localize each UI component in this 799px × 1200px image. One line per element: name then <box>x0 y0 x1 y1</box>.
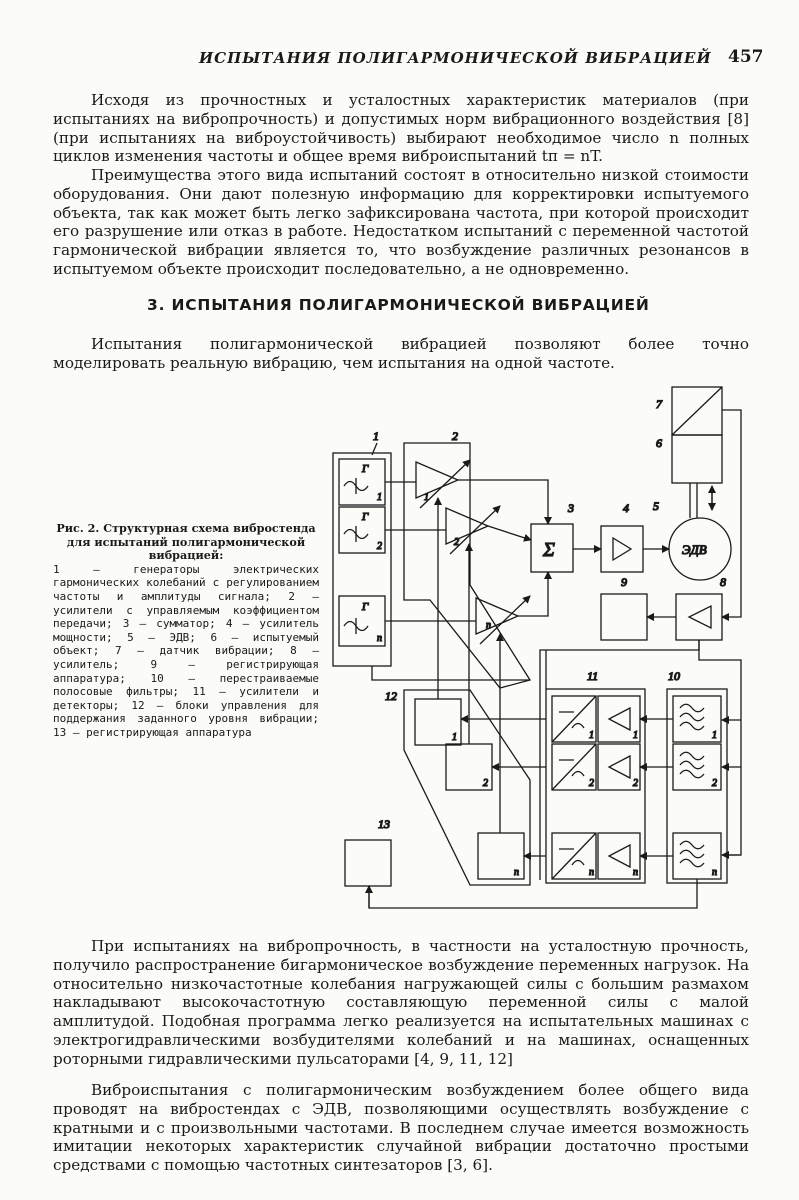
gen-sub-n: n <box>377 633 382 644</box>
gen-sub-2: 2 <box>377 541 382 552</box>
ctrl-sub-n: n <box>514 867 519 878</box>
amplifier-8-block <box>676 594 722 640</box>
recorder-9-block <box>601 594 647 640</box>
gen-sub-1: 1 <box>377 492 382 503</box>
amp-detector-group <box>546 689 645 883</box>
section-intro: Испытания полигармонической вибрацией позволяют более точно моделировать реальную вибрацию, чем испытания на одной частоте. <box>53 335 749 372</box>
edv-label: ЭДВ <box>682 542 707 557</box>
filter-sub-1: 1 <box>712 730 717 741</box>
gen-letter-1: Г <box>362 463 369 475</box>
gen-letter-n: Г <box>362 601 369 613</box>
ampdet-sub-1a: 1 <box>589 730 594 741</box>
filter-sub-2: 2 <box>712 778 717 789</box>
section-heading: 3. ИСПЫТАНИЯ ПОЛИГАРМОНИЧЕСКОЙ ВИБРАЦИЕЙ <box>147 296 650 314</box>
ampdet-sub-2b: 2 <box>633 778 638 789</box>
label-8: 8 <box>720 575 726 589</box>
power-amplifier-block <box>601 526 643 572</box>
generator-block <box>333 453 391 666</box>
label-9: 9 <box>621 575 627 589</box>
summator-symbol: Σ <box>543 539 555 561</box>
label-12: 12 <box>385 689 397 703</box>
label-6: 6 <box>656 436 662 450</box>
label-10: 10 <box>668 669 680 683</box>
page-number: 457 <box>728 47 764 67</box>
label-2: 2 <box>452 429 458 443</box>
filter-group <box>667 689 727 883</box>
test-object-block <box>672 435 722 483</box>
filter-sub-n: n <box>712 867 717 878</box>
figure-caption <box>53 522 319 740</box>
ampdet-sub-2a: 2 <box>589 778 594 789</box>
paragraph-2: Преимущества этого вида испытаний состоят в относительно низкой стоимости оборудования. Они дают полезную информацию для корректировки испытуемого объекта, так как может быть легко зафиксирована частота, при которой происходит его разрушение или отказ в работе. Недостатком испытаний с переменной частотой гармонической вибрации является то, что возбуждение различных резонансов в испытуемом объекте происходит последовательно, а не одновременно. <box>53 166 749 278</box>
label-11: 11 <box>587 669 599 683</box>
paragraph-1: Исходя из прочностных и усталостных характеристик материалов (при испытаниях на вибропрочность) и допустимых норм вибрационного воздействия [8] (при испытаниях на виброустойчивость) выбирают необходимое число n полных циклов изменения частоты и общее время виброиспытаний tп = nT. <box>53 91 749 166</box>
ampdet-sub-na: n <box>589 867 594 878</box>
label-5: 5 <box>653 499 659 513</box>
paragraph-3: При испытаниях на вибропрочность, в частности на усталостную прочность, получило распространение бигармоническое возбуждение переменных нагрузок. На относительно низкочастотные колебания нагружающей силы с большим размахом накладывают высокочастотную составляющую переменной силы с малой амплитудой. Подобная программа легко реализуется на испытательных машинах с электрогидравлическими возбудителями колебаний и на машинах, оснащенных роторными гидравлическими пульсаторами [4, 9, 11, 12] <box>53 937 749 1068</box>
running-title: ИСПЫТАНИЯ ПОЛИГАРМОНИЧЕСКОЙ ВИБРАЦИЕЙ <box>199 49 712 67</box>
label-3: 3 <box>568 501 574 515</box>
amp-sub-2: 2 <box>454 537 459 548</box>
recorder-13-block <box>345 840 391 886</box>
ctrl-sub-1: 1 <box>452 732 457 743</box>
label-1: 1 <box>373 429 379 443</box>
label-7: 7 <box>656 397 662 411</box>
amp-sub-n: n <box>486 620 491 631</box>
ampdet-sub-nb: n <box>633 867 638 878</box>
label-4: 4 <box>623 501 629 515</box>
paragraph-4: Виброиспытания с полигармоническим возбуждением более общего вида проводят на вибростендах с ЭДВ, позволяющими осуществлять возбуждение с кратными и с произвольными частотами. В последнем случае имеется возможность имитации некоторых характеристик случайной вибрации достаточно простыми средствами с помощью частотных синтезаторов [3, 6]. <box>53 1081 749 1175</box>
gen-letter-2: Г <box>362 511 369 523</box>
amp-sub-1: 1 <box>424 492 429 503</box>
caption-title: Рис. 2. Структурная схема вибростенда для испытаний полигармонической вибрацией: <box>56 521 316 563</box>
ampdet-sub-1b: 1 <box>633 730 638 741</box>
label-13: 13 <box>378 817 390 831</box>
ctrl-sub-2: 2 <box>483 778 488 789</box>
block-diagram <box>330 382 760 920</box>
caption-body: 1 — генераторы электрических гармонических колебаний с регулированием частоты и амплитуды сигнала; 2 — усилители с управляемым коэффициентом передачи; 3 — сумматор; 4 — усилитель мощности; 5 — ЭДВ; 6 — испытуемый объект; 7 — датчик вибрации; 8 — усилитель; 9 — регистрирующая аппаратура; 10 — перестраиваемые полосовые фильтры; 11 — усилители и детекторы; 12 — блоки управления для поддержания заданного уровня вибрации; 13 — регистрирующая аппаратура <box>53 562 319 739</box>
